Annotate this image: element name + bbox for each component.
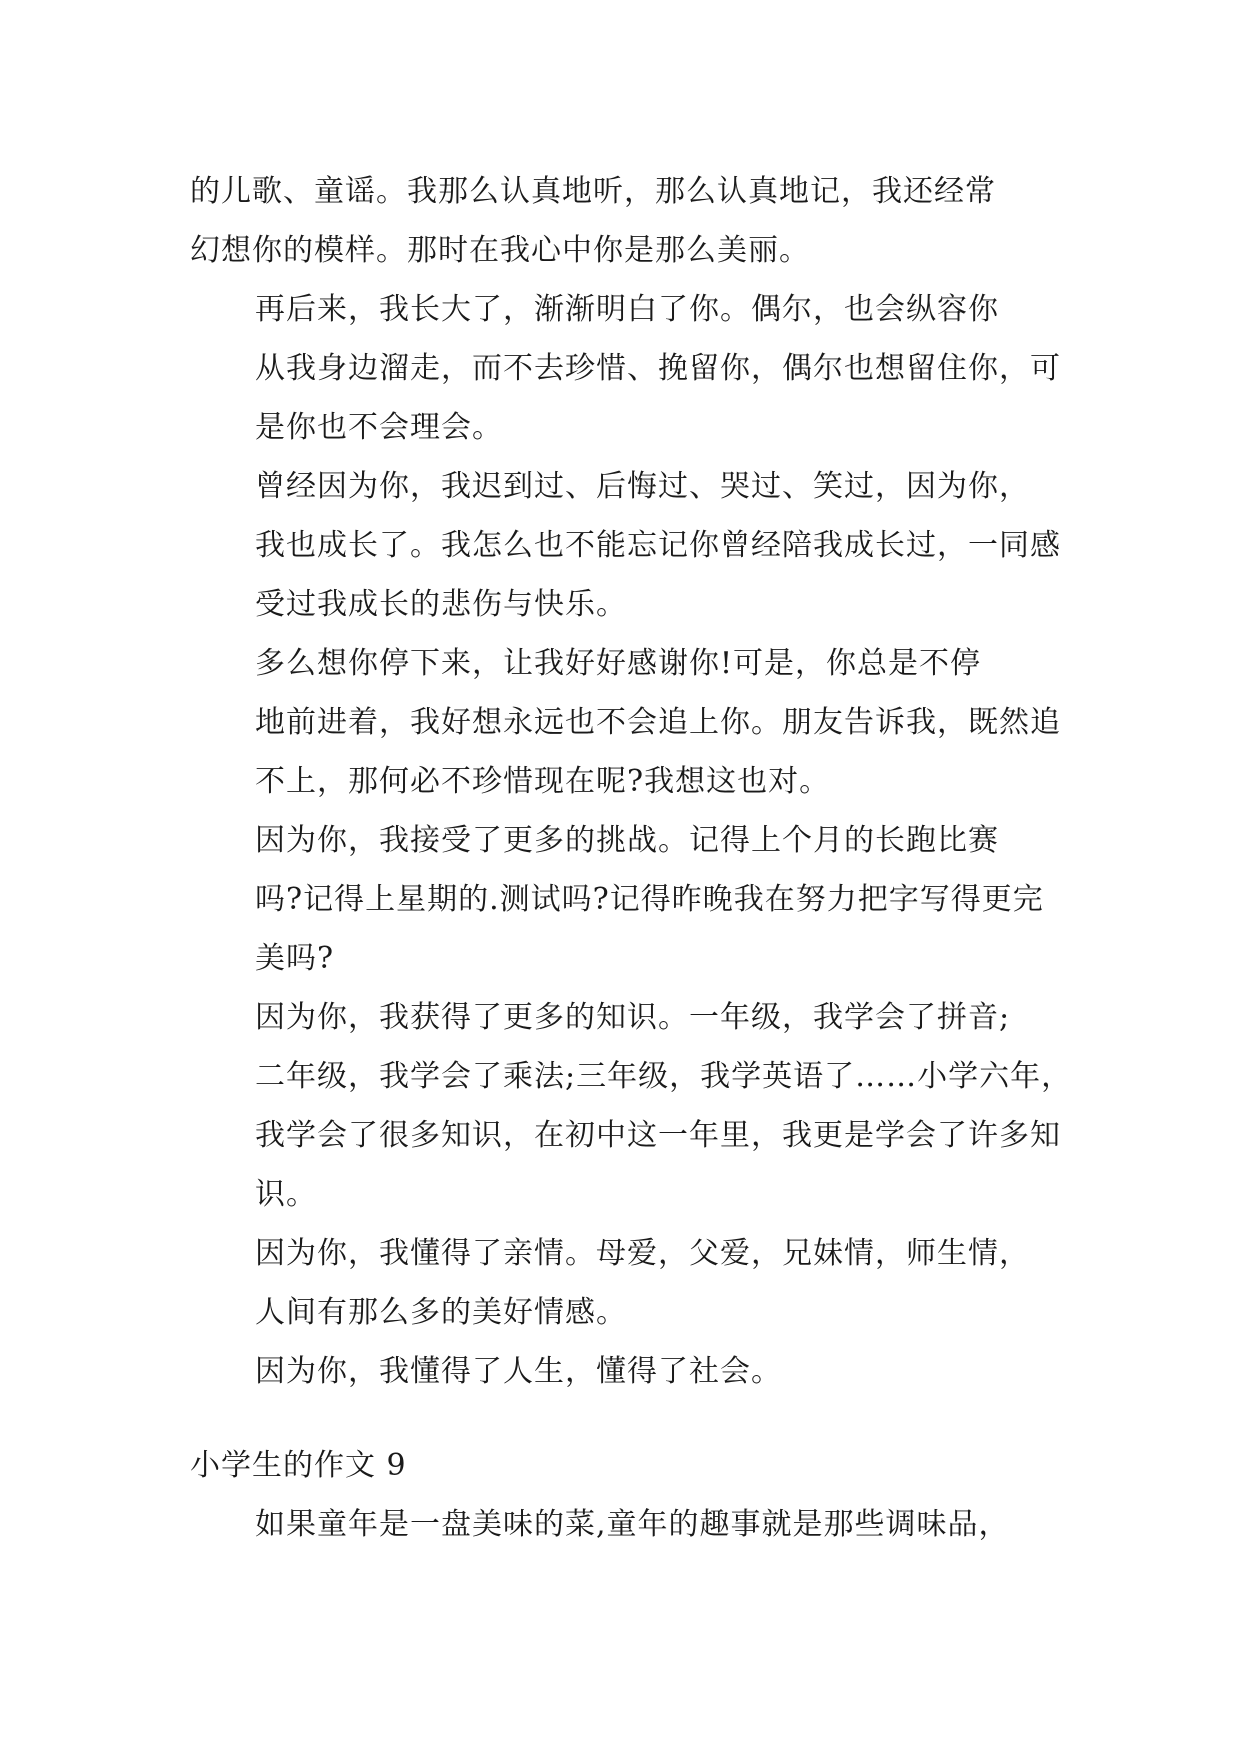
paragraph [190, 162, 1050, 280]
paragraph [190, 457, 1061, 634]
text-line: 美吗? [255, 941, 335, 976]
next-section-paragraph [190, 1495, 1050, 1554]
paragraph [190, 280, 1061, 457]
text-line: 不上，那何必不珍惜现在呢?我想这也对。 [255, 764, 831, 799]
text-line: 曾经因为你，我迟到过、后悔过、哭过、笑过，因为你， [255, 469, 1030, 504]
text-line: 受过我成长的悲伤与快乐。 [255, 587, 627, 622]
text-line: 再后来，我长大了，渐渐明白了你。偶尔，也会纵容你 [255, 292, 999, 327]
text-line: 因为你，我接受了更多的挑战。记得上个月的长跑比赛 [255, 823, 999, 858]
paragraph [190, 811, 1050, 988]
paragraph [190, 1342, 1050, 1401]
text-line: 吗?记得上星期的.测试吗?记得昨晚我在努力把字写得更完 [255, 882, 1044, 917]
text-line: 人间有那么多的美好情感。 [255, 1295, 627, 1330]
text-line: 地前进着，我好想永远也不会追上你。朋友告诉我，既然追 [255, 705, 1061, 740]
text-line: 的儿歌、童谣。我那么认真地听，那么认真地记，我还经常 [190, 174, 996, 209]
essay-body [190, 162, 1073, 1401]
text-line: 识。 [255, 1177, 317, 1212]
section-title: 小学生的作文 9 [190, 1448, 407, 1483]
paragraph [190, 988, 1073, 1224]
text-line: 从我身边溜走，而不去珍惜、挽留你，偶尔也想留住你，可 [255, 351, 1061, 386]
text-line: 如果童年是一盘美味的菜,童年的趣事就是那些调味品， [255, 1507, 1010, 1542]
text-line: 多么想你停下来，让我好好感谢你!可是，你总是不停 [255, 646, 982, 681]
text-line: 我也成长了。我怎么也不能忘记你曾经陪我成长过，一同感 [255, 528, 1061, 563]
text-line: 幻想你的模样。那时在我心中你是那么美丽。 [190, 233, 810, 268]
text-line: 因为你，我懂得了人生，懂得了社会。 [255, 1354, 782, 1389]
paragraph [190, 634, 1061, 811]
text-line: 因为你，我懂得了亲情。母爱，父爱，兄妹情，师生情， [255, 1236, 1030, 1271]
text-line: 因为你，我获得了更多的知识。一年级，我学会了拼音; [255, 1000, 1011, 1035]
text-line: 二年级，我学会了乘法;三年级，我学英语了……小学六年， [255, 1059, 1073, 1094]
text-line: 我学会了很多知识，在初中这一年里，我更是学会了许多知 [255, 1118, 1061, 1153]
text-line: 是你也不会理会。 [255, 410, 503, 445]
paragraph [190, 1224, 1050, 1342]
